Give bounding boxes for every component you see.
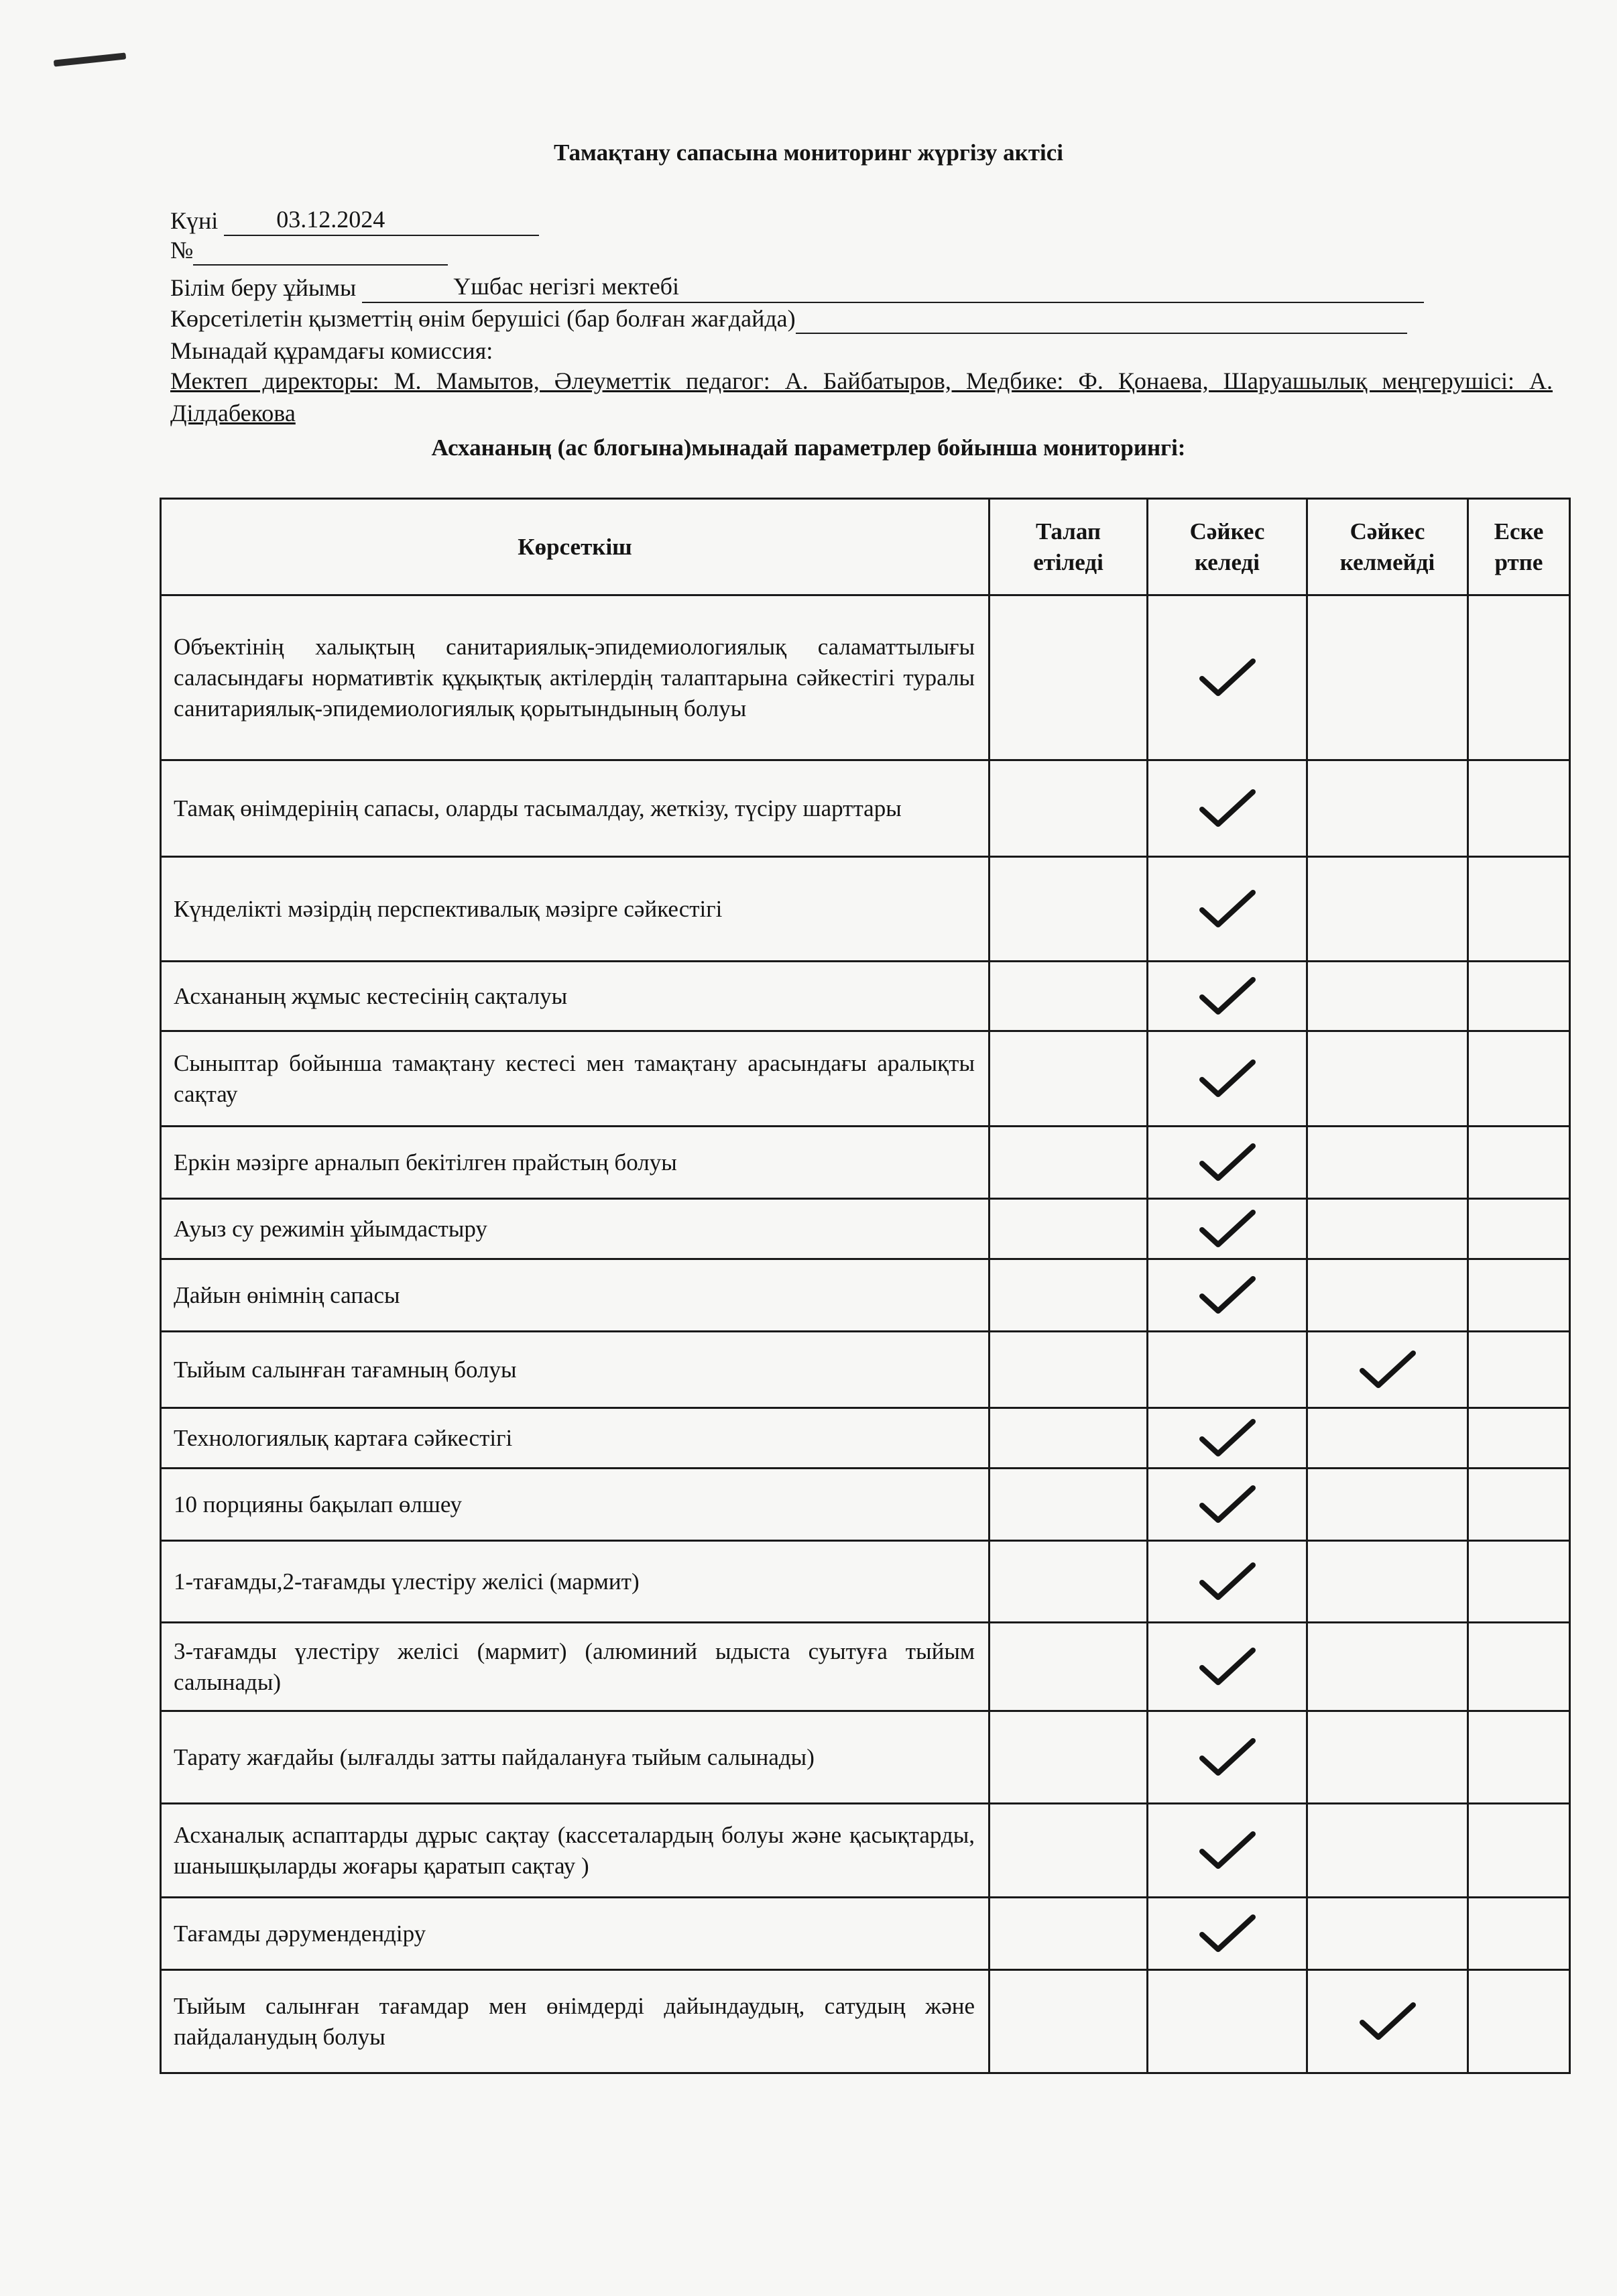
- required-cell: [990, 1127, 1148, 1199]
- compliant-cell: [1148, 1408, 1307, 1469]
- check-mark-icon: [1197, 1829, 1258, 1873]
- compliant-cell: [1148, 760, 1307, 857]
- note-cell: [1468, 1970, 1570, 2073]
- note-cell: [1468, 962, 1570, 1031]
- table-row: [161, 1199, 1570, 1259]
- note-cell: [1468, 1259, 1570, 1332]
- table-body: [161, 595, 1570, 2073]
- indicator-cell: 10 порцияны бақылап өлшеу: [161, 1469, 990, 1541]
- note-cell: [1468, 1199, 1570, 1259]
- commission-members: Мектеп директоры: М. Мамытов, Әлеуметтік педагог: А. Байбатыров, Медбике: Ф. Қонаева, Шаруашылық меңгерушісі: А. Ділдабекова: [170, 367, 1553, 426]
- table-row: [161, 1804, 1570, 1898]
- table-row: [161, 962, 1570, 1031]
- note-cell: [1468, 1623, 1570, 1711]
- header-required: Талап етіледі: [990, 499, 1148, 595]
- check-mark-icon: [1197, 787, 1258, 831]
- indicator-cell: Ауыз су режимін ұйымдастыру: [161, 1199, 990, 1259]
- compliant-cell: [1148, 1469, 1307, 1541]
- noncompliant-cell: [1307, 1711, 1468, 1804]
- indicator-cell: Технологиялық картаға сәйкестігі: [161, 1408, 990, 1469]
- required-cell: [990, 1408, 1148, 1469]
- monitoring-table: [160, 498, 1571, 2074]
- noncompliant-cell: [1307, 1127, 1468, 1199]
- provider-blank: [796, 306, 1407, 334]
- required-cell: [990, 1623, 1148, 1711]
- number-blank: [193, 237, 448, 266]
- number-label: №: [170, 237, 194, 264]
- check-mark-icon: [1197, 1912, 1258, 1956]
- table-row: [161, 760, 1570, 857]
- noncompliant-cell: [1307, 1541, 1468, 1623]
- indicator-cell: Тыйым салынған тағамдар мен өнімдерді дайындаудың, сатудың және пайдаланудың болуы: [161, 1970, 990, 2073]
- required-cell: [990, 962, 1148, 1031]
- check-mark-icon: [1197, 1273, 1258, 1318]
- note-cell: [1468, 1711, 1570, 1804]
- indicator-cell: Асханалық аспаптарды дұрыс сақтау (кассеталардың болуы және қасықтарды, шанышқыларды жоғары қаратып сақтау ): [161, 1804, 990, 1898]
- compliant-cell: [1148, 857, 1307, 962]
- required-cell: [990, 857, 1148, 962]
- required-cell: [990, 1031, 1148, 1127]
- pen-mark: [54, 52, 126, 66]
- table-row: [161, 595, 1570, 760]
- indicator-cell: 1-тағамды,2-тағамды үлестіру желісі (мармит): [161, 1541, 990, 1623]
- noncompliant-cell: [1307, 595, 1468, 760]
- check-mark-icon: [1357, 2000, 1419, 2044]
- noncompliant-cell: [1307, 1199, 1468, 1259]
- noncompliant-cell: [1307, 1259, 1468, 1332]
- table-row: [161, 1711, 1570, 1804]
- compliant-cell: [1148, 962, 1307, 1031]
- indicator-cell: Объектінің халықтың санитариялық-эпидемиологиялық саламаттылығы саласындағы нормативтік құқықтық актілердің талаптарына сәйкестігі туралы санитариялық-эпидемиологиялық қорытындының болуы: [161, 595, 990, 760]
- check-mark-icon: [1197, 974, 1258, 1019]
- indicator-cell: Тыйым салынған тағамның болуы: [161, 1332, 990, 1408]
- note-cell: [1468, 595, 1570, 760]
- check-mark-icon: [1197, 1057, 1258, 1101]
- provider-label: Көрсетілетін қызметтің өнім берушісі (бар болған жағдайда): [170, 305, 796, 332]
- required-cell: [990, 1332, 1148, 1408]
- check-mark-icon: [1197, 887, 1258, 931]
- required-cell: [990, 1898, 1148, 1970]
- header-compliant: Сәйкес келеді: [1148, 499, 1307, 595]
- compliant-cell: [1148, 1259, 1307, 1332]
- indicator-cell: Еркін мәзірге арналып бекітілген прайстың болуы: [161, 1127, 990, 1199]
- required-cell: [990, 1970, 1148, 2073]
- table-row: [161, 1898, 1570, 1970]
- noncompliant-cell: [1307, 1408, 1468, 1469]
- check-mark-icon: [1197, 1141, 1258, 1185]
- required-cell: [990, 595, 1148, 760]
- org-line: [170, 271, 1424, 303]
- check-mark-icon: [1197, 656, 1258, 700]
- compliant-cell: [1148, 1804, 1307, 1898]
- note-cell: [1468, 1898, 1570, 1970]
- commission-label: Мынадай құрамдағы комиссия:: [170, 337, 493, 364]
- note-cell: [1468, 1031, 1570, 1127]
- compliant-cell: [1148, 1623, 1307, 1711]
- table-row: [161, 1408, 1570, 1469]
- noncompliant-cell: [1307, 1332, 1468, 1408]
- required-cell: [990, 760, 1148, 857]
- date-line: [170, 204, 539, 236]
- indicator-cell: Тамақ өнімдерінің сапасы, оларды тасымалдау, жеткізу, түсіру шарттары: [161, 760, 990, 857]
- table-row: [161, 1541, 1570, 1623]
- required-cell: [990, 1711, 1148, 1804]
- note-cell: [1468, 1408, 1570, 1469]
- noncompliant-cell: [1307, 1804, 1468, 1898]
- date-value: 03.12.2024: [224, 204, 539, 236]
- org-label: Білім беру ұйымы: [170, 274, 357, 301]
- compliant-cell: [1148, 1127, 1307, 1199]
- compliant-cell: [1148, 1031, 1307, 1127]
- table-row: [161, 857, 1570, 962]
- org-value: Үшбас негізгі мектебі: [362, 271, 1424, 303]
- header-noncompliant: Сәйкес келмейді: [1307, 499, 1468, 595]
- indicator-cell: Дайын өнімнің сапасы: [161, 1259, 990, 1332]
- table-row: [161, 1332, 1570, 1408]
- compliant-cell: [1148, 595, 1307, 760]
- indicator-cell: Күнделікті мәзірдің перспективалық мәзірге сәйкестігі: [161, 857, 990, 962]
- compliant-cell: [1148, 1711, 1307, 1804]
- noncompliant-cell: [1307, 1469, 1468, 1541]
- noncompliant-cell: [1307, 962, 1468, 1031]
- check-mark-icon: [1197, 1483, 1258, 1527]
- document-title: Тамақтану сапасына мониторинг жүргізу актісі: [554, 139, 1063, 166]
- note-cell: [1468, 1332, 1570, 1408]
- required-cell: [990, 1469, 1148, 1541]
- check-mark-icon: [1197, 1645, 1258, 1689]
- provider-line: [170, 303, 1407, 334]
- required-cell: [990, 1199, 1148, 1259]
- section-title: Асхананың (ас блогына)мынадай параметрлер бойынша мониторингі:: [431, 435, 1186, 461]
- header-indicator: Көрсеткіш: [161, 499, 990, 595]
- note-cell: [1468, 760, 1570, 857]
- note-cell: [1468, 1127, 1570, 1199]
- table-row: [161, 1031, 1570, 1127]
- required-cell: [990, 1804, 1148, 1898]
- noncompliant-cell: [1307, 1623, 1468, 1711]
- table-row: [161, 1469, 1570, 1541]
- header-note: Еске ртпе: [1468, 499, 1570, 595]
- compliant-cell: [1148, 1970, 1307, 2073]
- noncompliant-cell: [1307, 1970, 1468, 2073]
- number-line: [170, 235, 448, 266]
- date-label: Күні: [170, 207, 219, 234]
- check-mark-icon: [1197, 1560, 1258, 1604]
- check-mark-icon: [1197, 1416, 1258, 1460]
- note-cell: [1468, 1804, 1570, 1898]
- check-mark-icon: [1357, 1348, 1419, 1392]
- required-cell: [990, 1259, 1148, 1332]
- indicator-cell: Тарату жағдайы (ылғалды затты пайдалануға тыйым салынады): [161, 1711, 990, 1804]
- note-cell: [1468, 857, 1570, 962]
- noncompliant-cell: [1307, 760, 1468, 857]
- note-cell: [1468, 1541, 1570, 1623]
- compliant-cell: [1148, 1541, 1307, 1623]
- table-header-row: [161, 499, 1570, 595]
- table-row: [161, 1259, 1570, 1332]
- check-mark-icon: [1197, 1207, 1258, 1251]
- required-cell: [990, 1541, 1148, 1623]
- compliant-cell: [1148, 1332, 1307, 1408]
- table-row: [161, 1127, 1570, 1199]
- table-row: [161, 1623, 1570, 1711]
- noncompliant-cell: [1307, 1898, 1468, 1970]
- table-row: [161, 1970, 1570, 2073]
- compliant-cell: [1148, 1898, 1307, 1970]
- noncompliant-cell: [1307, 1031, 1468, 1127]
- note-cell: [1468, 1469, 1570, 1541]
- compliant-cell: [1148, 1199, 1307, 1259]
- indicator-cell: Асхананың жұмыс кестесінің сақталуы: [161, 962, 990, 1031]
- check-mark-icon: [1197, 1735, 1258, 1780]
- indicator-cell: Тағамды дәрумендендіру: [161, 1898, 990, 1970]
- noncompliant-cell: [1307, 857, 1468, 962]
- indicator-cell: 3-тағамды үлестіру желісі (мармит) (алюминий ыдыста суытуға тыйым салынады): [161, 1623, 990, 1711]
- indicator-cell: Сыныптар бойынша тамақтану кестесі мен тамақтану арасындағы аралықты сақтау: [161, 1031, 990, 1127]
